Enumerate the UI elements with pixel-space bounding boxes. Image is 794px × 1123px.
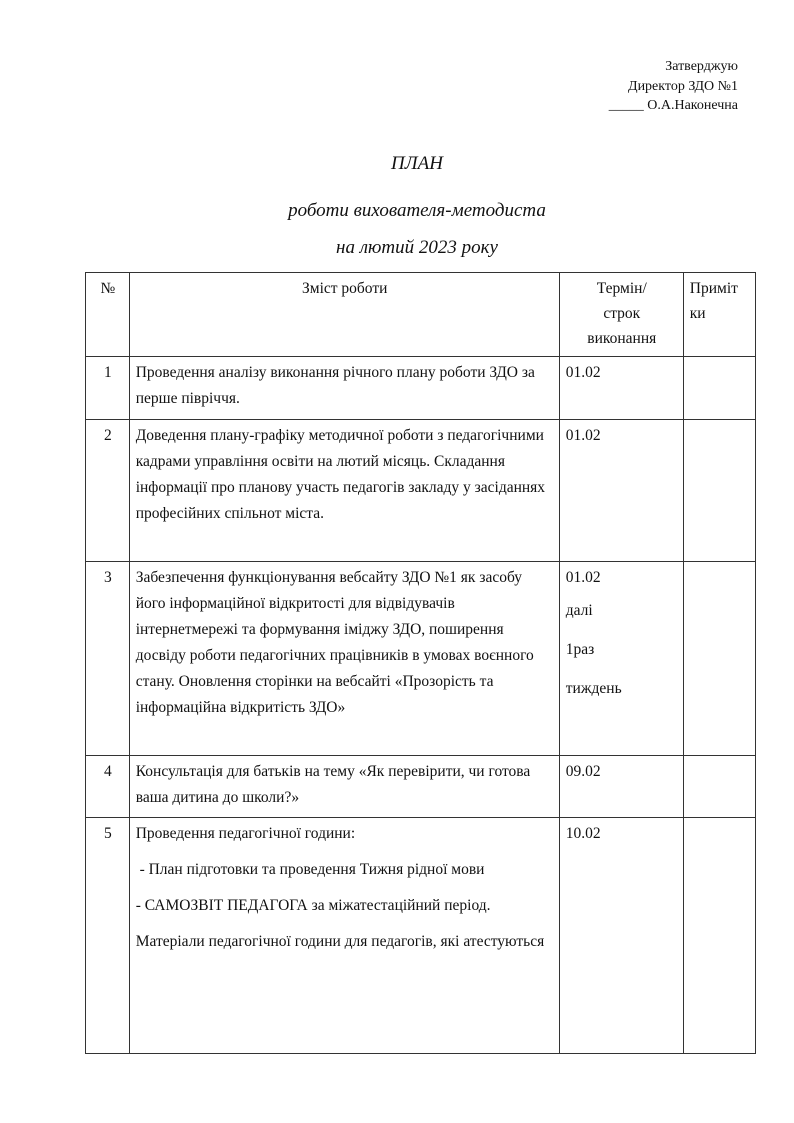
table-row [86,357,756,420]
table-row [86,562,756,756]
term-value: 1раз [565,641,595,658]
document-subtitle: роботи вихователя-методиста [288,200,546,221]
approval-line-signature: _____ О.А.Наконечна [608,98,738,113]
content-paragraph: Проведення аналізу виконання річного плану роботи ЗДО за перше півріччя. [135,364,535,407]
row-content [129,562,559,756]
row-content [129,357,559,420]
table-header-row [86,273,756,357]
table-row [86,818,756,1054]
row-number: 2 [86,420,130,562]
document-title: ПЛАН [391,153,443,174]
header-term-line: строк [603,305,641,322]
header-number: № [86,273,130,357]
row-term [559,818,683,1054]
approval-block [609,57,738,116]
row-notes [683,562,755,756]
row-content [129,420,559,562]
term-value: 10.02 [565,825,601,842]
content-paragraph: Матеріали педагогічної години для педагогів, які атестуються [135,933,545,950]
header-term-line: Термін/ [596,280,647,297]
row-term [559,756,683,818]
row-content [129,818,559,1054]
content-paragraph: Доведення плану-графіку методичної роботи з педагогічними кадрами управління освіти на лютий місяць. Складання інформації про планову участь педагогів закладу у засіданнях професійних спільнот міста. [135,427,546,522]
term-value: тиждень [565,680,622,697]
term-value: 01.02 [565,364,601,381]
header-notes [683,273,755,357]
row-term [559,357,683,420]
row-notes [683,756,755,818]
row-term [559,420,683,562]
content-paragraph: Проведення педагогічної години: [135,825,356,842]
header-notes-line: ки [689,305,706,322]
content-paragraph: - План підготовки та проведення Тижня рідної мови [135,861,485,878]
table-row [86,756,756,818]
approval-line-approve: Затверджую [665,59,738,74]
term-value: 09.02 [565,763,601,780]
row-number: 3 [86,562,130,756]
row-number: 1 [86,357,130,420]
content-paragraph: Консультація для батьків на тему «Як перевірити, чи готова ваша дитина до школи?» [135,763,531,806]
header-notes-line: Приміт [689,280,738,297]
row-number: 4 [86,756,130,818]
header-term [559,273,683,357]
row-term [559,562,683,756]
header-content: Зміст роботи [129,273,559,357]
term-value: 01.02 [565,569,601,586]
plan-table [85,272,756,1054]
content-paragraph: Забезпечення функціонування вебсайту ЗДО №1 як засобу його інформаційної відкритості для відвідувачів інтернетмережі та формування іміджу ЗДО, поширення досвіду роботи педагогічних працівників в умовах воєнного стану. Оновлення сторінки на вебсайті «Прозорість та інформаційна відкритість ЗДО» [135,569,534,716]
row-number: 5 [86,818,130,1054]
row-notes [683,420,755,562]
document-period: на лютий 2023 року [336,237,498,258]
approval-line-director: Директор ЗДО №1 [628,78,738,94]
row-notes [683,357,755,420]
content-paragraph: - САМОЗВІТ ПЕДАГОГА за міжатестаційний період. [135,897,491,914]
table-row [86,420,756,562]
row-notes [683,818,755,1054]
term-value: 01.02 [565,427,601,444]
header-term-line: виконання [587,330,657,347]
term-value: далі [565,602,593,619]
row-content [129,756,559,818]
